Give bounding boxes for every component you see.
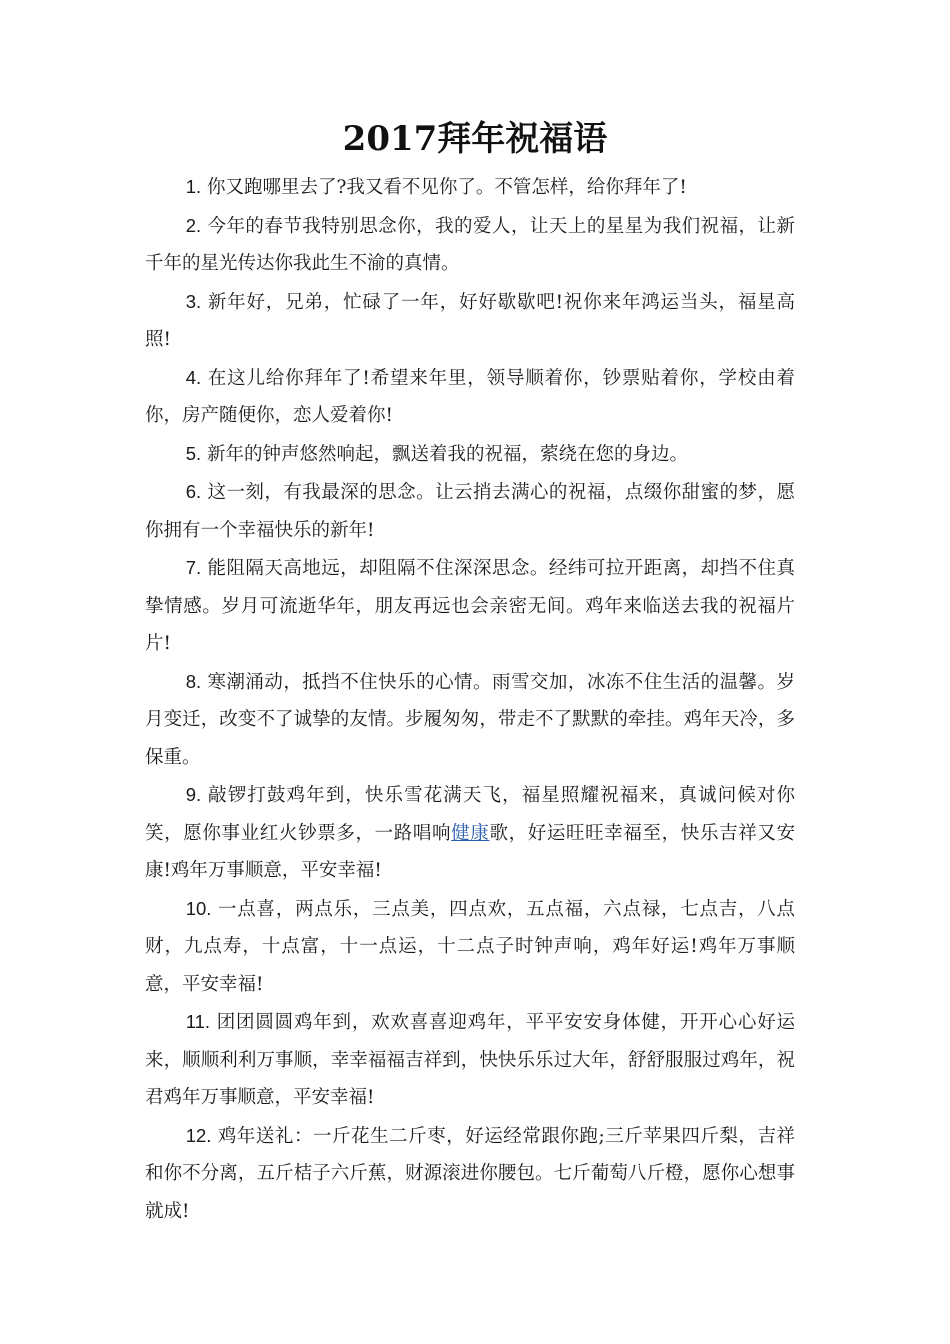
paragraph-number: 8. (185, 670, 202, 692)
paragraph-number: 1. (185, 176, 202, 197)
paragraph-number: 4. (185, 366, 202, 388)
paragraph-10 (145, 890, 795, 1004)
paragraph-text: 今年的春节我特别思念你，我的爱人，让天上的星星为我们祝福，让新千年的星光传达你我此生不渝的真情。 (145, 215, 795, 274)
paragraph-4 (145, 359, 795, 435)
paragraph-number: 6. (185, 481, 202, 502)
paragraph-text: 寒潮涌动，抵挡不住快乐的心情。雨雪交加，冰冻不住生活的温馨。岁月变迁，改变不了诚挚的友情。步履匆匆，带走不了默默的牵挂。鸡年天冷，多保重。 (145, 671, 795, 768)
paragraph-text: 能阻隔天高地远，却阻隔不住深深思念。经纬可拉开距离，却挡不住真挚情感。岁月可流逝华年，朋友再远也会亲密无间。鸡年来临送去我的祝福片片! (145, 558, 795, 654)
paragraph-8 (145, 663, 795, 777)
paragraph-text: 歌，好运旺旺幸福至，快乐吉祥又安康!鸡年万事顺意，平安幸福! (145, 822, 795, 881)
paragraph-text: 新年的钟声悠然响起，飘送着我的祝福，萦绕在您的身边。 (201, 443, 689, 465)
paragraph-text: 鸡年送礼：一斤花生二斤枣，好运经常跟你跑;三斤苹果四斤梨，吉祥和你不分离，五斤桔子六斤蕉，财源滚进你腰包。七斤葡萄八斤橙，愿你心想事就成! (145, 1125, 795, 1222)
paragraph-11 (145, 1003, 795, 1117)
paragraph-text: 新年好，兄弟，忙碌了一年，好好歇歇吧!祝你来年鸿运当头，福星高照! (145, 291, 795, 350)
document-body (145, 168, 795, 1230)
paragraph-text: 敲锣打鼓鸡年到，快乐雪花满天飞，福星照耀祝福来，真诚问候对你笑，愿你事业红火钞票多，一路唱响 (145, 785, 795, 844)
paragraph-text: 在这儿给你拜年了!希望来年里，领导顺着你，钞票贴着你，学校由着你，房产随便你，恋人爱着你! (145, 367, 795, 426)
paragraph-number: 10. (185, 897, 212, 919)
paragraph-1 (145, 168, 795, 207)
paragraph-2 (145, 207, 795, 283)
paragraph-text: 这一刻，有我最深的思念。让云捎去满心的祝福，点缀你甜蜜的梦，愿你拥有一个幸福快乐的新年! (145, 482, 795, 541)
paragraph-9 (145, 776, 795, 890)
health-link[interactable]: 健康 (451, 822, 490, 844)
paragraph-number: 12. (185, 1124, 212, 1146)
paragraph-3 (145, 283, 795, 359)
paragraph-text: 团团圆圆鸡年到，欢欢喜喜迎鸡年，平平安安身体健，开开心心好运来，顺顺利利万事顺，幸幸福福吉祥到，快快乐乐过大年，舒舒服服过鸡年，祝君鸡年万事顺意，平安幸福! (145, 1012, 795, 1108)
paragraph-number: 5. (185, 442, 202, 464)
paragraph-number: 2. (185, 214, 202, 236)
paragraph-number: 9. (185, 784, 202, 805)
paragraph-number: 11. (185, 1011, 211, 1032)
paragraph-12 (145, 1117, 795, 1231)
paragraph-text: 一点喜，两点乐，三点美，四点欢，五点福，六点禄，七点吉，八点财，九点寿，十点富，十一点运，十二点子时钟声响，鸡年好运!鸡年万事顺意，平安幸福! (145, 898, 795, 995)
paragraph-number: 7. (185, 557, 202, 578)
paragraph-text: 你又跑哪里去了?我又看不见你了。不管怎样，给你拜年了! (201, 177, 687, 198)
paragraph-6 (145, 473, 795, 549)
paragraph-7 (145, 549, 795, 663)
page-title: 2017拜年祝福语 (342, 119, 608, 159)
paragraph-number: 3. (185, 290, 202, 312)
paragraph-5 (145, 435, 795, 474)
